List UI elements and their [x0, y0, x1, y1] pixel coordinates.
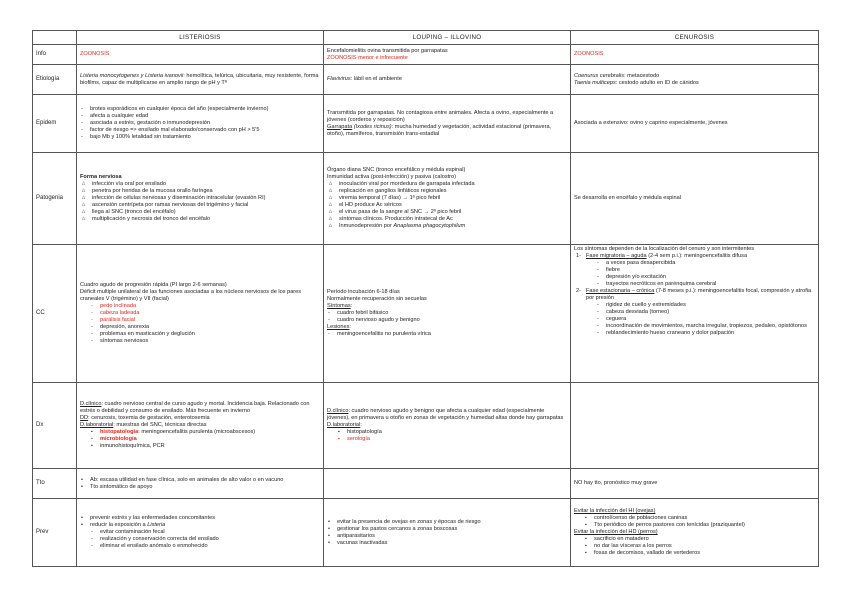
list-item: ∆ el HD produce Ac séricos [337, 202, 567, 209]
species-name: Anaplasma phagocytophilum [393, 223, 466, 229]
text: Inmunidad activa (post-infección) y pasiva (calostro) [327, 174, 457, 180]
row-label: Epidem [33, 95, 77, 153]
list-item: ∆ ascensión centrípeta por ramas nerviosas del trigémino y facial [90, 202, 320, 209]
text: Los síntomas dependen de la localización del cenuro y son intermitentes [574, 246, 755, 252]
cell-cenurosis [571, 245, 819, 383]
text: (7-8 meses p.i.): meningoencefalitis focal, compresión y atrofia por presión [586, 288, 812, 301]
list-item: - cuadro febril bifásico [335, 310, 567, 317]
species-name: (Ixodes ricinus) [352, 123, 392, 130]
list-item: ▪ microbiología [98, 436, 320, 443]
list-item: • vacunas inactivadas [335, 540, 567, 547]
underlined-term: D.clínico [327, 408, 349, 414]
row-label: Prev [33, 499, 77, 567]
list-item: ▪ serología [345, 436, 567, 443]
cell-louping [324, 499, 571, 567]
species-name: Listeria monocytogenes y Listeria ivanovii [80, 72, 184, 79]
cell-listeriosis [77, 469, 324, 499]
row-tto [33, 469, 819, 499]
cell-cenurosis [571, 65, 819, 95]
list-item: ∆ el virus pasa de la sangre al SNC → 2º pico febril [337, 209, 567, 216]
list-item: ∆ penetra por heridas de la mucosa orallo faríngea [90, 188, 320, 195]
list-item: - depresión, anorexia [98, 324, 320, 331]
list-item: • Tto sintomático de apoyo [88, 484, 320, 491]
list-item: ▪ no dar las vísceras a los perros [592, 543, 815, 550]
row-label: Etiología [33, 65, 77, 95]
header-row [33, 31, 819, 45]
row-info [33, 45, 819, 65]
underlined-term: Fase migratoria – aguda [586, 253, 647, 259]
red-term: histopatología [100, 429, 139, 435]
list-item: ∆ infección de células nerviosas y diseminación intracelular (evasión RI) [90, 195, 320, 202]
zoonosis-label: ZOONOSIS menor e infrecuente [327, 54, 408, 61]
list-item: • Ab: escasa utilidad en fase clínica, solo en animales de alto valor o en vacuno [88, 477, 320, 484]
list-item: ∆ llega al SNC (tronco del encéfalo) [90, 209, 320, 216]
cell-louping [324, 95, 571, 153]
row-patogenia [33, 153, 819, 245]
list-item: ▪ inmunohistoquímica, PCR [98, 443, 320, 450]
text: : meningoencefalitis purulenta (microabscesos) [138, 429, 256, 435]
row-label: CC [33, 245, 77, 383]
header-listeriosis: LISTERIOSIS [77, 31, 324, 45]
species-name: Coenurus cerebralis [574, 72, 625, 79]
text: Déficit multiple unilateral de las funciones asociadas a los núcleos nerviosos de los pares craneales V (trigémino) y VII (facial) [80, 289, 302, 302]
cell-cenurosis: NO hay tto, pronóstico muy grave [571, 469, 819, 499]
cell-listeriosis [77, 245, 324, 383]
list-item: ∆ infección vía oral por ensilado [90, 181, 320, 188]
list-item: - problemas en masticación y deglución [98, 331, 320, 338]
list-item: ▪ control/censo de poblaciones caninas [592, 515, 815, 522]
list-item: - bajo Mb y 100% letalidad sin tratamiento [88, 134, 320, 141]
row-label: Info [33, 45, 77, 65]
text: reducir la exposición a [90, 522, 148, 528]
list-item: • antiparasitarios [335, 533, 567, 540]
zoonosis-label: ZOONOSIS [80, 51, 110, 57]
text: Normalmente recuperación sin secuelas [327, 296, 427, 302]
list-item: ▪ fosas de decomisos, vallado de vertederos [592, 550, 815, 557]
cell-cenurosis [571, 45, 819, 65]
text: : metacestodo [624, 72, 660, 79]
cell-cenurosis [571, 383, 819, 469]
underlined-term: Garrapata [327, 123, 353, 130]
numbered-item: 2- Fase estacionaria – crónica (7-8 meses p.i.): meningoencefalitis focal, compresión y atrofia por presión [576, 288, 812, 301]
list-item: - meningoencefalitis no purulenta vírica [335, 331, 567, 338]
cell-listeriosis [77, 65, 324, 95]
text: (2-4 sem p.i.): meningoencefalitis difusa [646, 253, 748, 259]
numbered-item: 1- Fase migratoria – aguda (2-4 sem p.i.): meningoencefalitis difusa [576, 253, 748, 259]
text: : cuadro nervioso agudo y benigno que afecta a cualquier edad (especialmente jóvenes), en primavera u otoño en zonas de vegetación y humedad altas donde hay garrapatas [327, 408, 564, 421]
section-title: Forma nerviosa [80, 174, 122, 180]
list-item: - incoordinación de movimientos, marcha irregular, tropiezos, pedaleo, opistótonos [604, 323, 815, 330]
list-item: - reblandecimiento hueso craneano y dolor palpación [604, 330, 815, 337]
underlined-term: Evitar la infección del HD (perros) [574, 529, 658, 535]
header-louping: LOUPING – ILLOVINO [324, 31, 571, 45]
header-empty [33, 31, 77, 45]
row-dx [33, 383, 819, 469]
underlined-term: Lesiones [327, 324, 350, 330]
list-item: ∆ inoculación viral por mordedura de garrapata infectada [337, 181, 567, 188]
cell-louping [324, 153, 571, 245]
text: Período incubación 6-18 días [327, 289, 400, 295]
species-name: Taenia multiceps [574, 79, 616, 86]
list-item: - realización y conservación correcta del ensilado [98, 536, 320, 543]
list-item: - a veces pasa desapercibida [604, 260, 815, 267]
cell-louping [324, 65, 571, 95]
list-item: - cabeza ladeada [98, 310, 320, 317]
list-item: ∆ multiplicación y necrosis del tronco del encéfalo [90, 216, 320, 223]
list-item: ∆ replicación en ganglios linfáticos regionales [337, 188, 567, 195]
cell-louping [324, 469, 571, 499]
cell-louping: Período incubación 6-18 días Normalmente recuperación sin secuelas Síntomas: - cuadro febril bifásico - cuadro nervioso agudo y benigno Lesiones: - meningoencefalitis no purulenta vírica [324, 245, 571, 383]
text: Órgano diana SNC (tronco encefálico y médula espinal) [327, 167, 466, 173]
list-item: ∆ viremia temporal (7 días) → 1ª pico febril [337, 195, 567, 202]
list-item: - rigidez de cuello y extremidades [604, 302, 815, 309]
list-item: - depresión y/o excitación [604, 274, 815, 281]
cell-listeriosis [77, 45, 324, 65]
cell-listeriosis [77, 153, 324, 245]
row-epidem [33, 95, 819, 153]
list-item: ▪ histopatología [345, 429, 567, 436]
list-item: - síntomas nerviosos [98, 338, 320, 345]
list-item: ▪ sacrificio en matadero [592, 536, 815, 543]
text: Inmunodepresión por [339, 223, 394, 229]
list-item: - afecta a cualquier edad [88, 113, 320, 120]
list-item [88, 522, 320, 529]
cell-louping [324, 45, 571, 65]
list-item: • gestionar los pastos cercanos a zonas boscosas [335, 526, 567, 533]
row-cc [33, 245, 819, 383]
underlined-term: Evitar la infección del HI (ovejas) [574, 508, 656, 514]
list-item: - parálisis facial [98, 317, 320, 324]
text: Cuadro agudo de progresión rápida (PI largo 2-6 semanas) [80, 282, 227, 288]
cell-cenurosis: Asociada a extensivo: ovino y caprino especialmente, jóvenes [571, 95, 819, 153]
underlined-term: Fase estacionaria – crónica [586, 288, 655, 294]
cell-listeriosis [77, 499, 324, 567]
underlined-term: D.clínico [80, 401, 102, 407]
cell-louping [324, 383, 571, 469]
text: : hemolítica, telúrica, ubicuitaria, muy resistente, forma biofilms, capaz de multiplicarse en amplio rango de pH y Tª [80, 72, 319, 86]
list-item: - pedo inclinada [98, 303, 320, 310]
species-name: Flavivirus [327, 76, 351, 82]
underlined-term: Síntomas [327, 303, 351, 309]
list-item: - factor de riesgo => ensilado mal elaborado/conservado con pH > 5'5 [88, 127, 320, 134]
cell-cenurosis: Se desarrolla en encéfalo y médula espinal [571, 153, 819, 245]
text: : [360, 422, 362, 428]
species-name: Listeria [147, 522, 166, 528]
header-cenurosis: CENUROSIS [571, 31, 819, 45]
list-item [98, 429, 320, 436]
cell-listeriosis [77, 95, 324, 153]
text: : cestodo adulto en ID de cánidos [615, 79, 699, 86]
row-label: Dx [33, 383, 77, 469]
list-item: - evitar contaminación fecal [98, 529, 320, 536]
list-item: - cuadro nervioso agudo y benigno [335, 317, 567, 324]
list-item: - brotes esporádicos en cualquier época del año (especialmente invierno) [88, 106, 320, 113]
list-item: - cabeza desviada (torneo) [604, 309, 815, 316]
list-item: ▪ Tto periódico de perros pastores con tenícidas (praziquantel) [592, 522, 815, 529]
text: Transmitida por garrapatas. No contagiosa entre animales. Afecta a ovino, especialmente a jóvenes (corderos y reposición) [327, 109, 554, 123]
list-item: - eliminar el ensilado anómalo o enmohecido [98, 543, 320, 550]
text: : cuadro nervioso central de curso agudo y mortal. Incidencia baja. Relacionado con estrés o debilidad y consumo de ensilado. Más frecuente en invierno [80, 401, 310, 414]
text: : cenurosis, toxemia de gestación, enterotoxemia [88, 415, 210, 421]
row-etiologia [33, 65, 819, 95]
list-item: ∆ síntomas clínicos. Producción intratecal de Ac [337, 216, 567, 223]
list-item: - trayectos necróticos en parénquima cerebral [604, 281, 815, 288]
underlined-term: D.laboratorial [80, 422, 114, 428]
underlined-term: D.laboratorial [327, 422, 361, 428]
zoonosis-label: ZOONOSIS [574, 51, 604, 57]
list-item: • evitar la presencia de ovejas en zonas y épocas de riesgo [335, 519, 567, 526]
list-item: - fiebre [604, 267, 815, 274]
text-line: Encefalomielitis ovina transmitida por garrapatas [327, 47, 448, 54]
underlined-term: DD [80, 415, 89, 421]
row-label: Tto [33, 469, 77, 499]
text: : lábil en el ambiente [350, 76, 402, 82]
text: : mucha humedad y vegetación, actividad estacional (primavera, otoño), mamíferos, transmisión trans-estadial [327, 123, 552, 137]
cell-listeriosis [77, 383, 324, 469]
list-item: - ceguera [604, 316, 815, 323]
comparison-table [32, 30, 819, 567]
row-label: Patogenia [33, 153, 77, 245]
list-item [337, 223, 567, 230]
row-prev [33, 499, 819, 567]
document-page [32, 30, 818, 567]
list-item: • prevenir estrés y las enfermedades concomitantes [88, 515, 320, 522]
text: : muestras del SNC, técnicas directas [113, 422, 207, 428]
list-item: - asociada a estrés, gestación o inmunodepresión [88, 120, 320, 127]
cell-cenurosis [571, 499, 819, 567]
